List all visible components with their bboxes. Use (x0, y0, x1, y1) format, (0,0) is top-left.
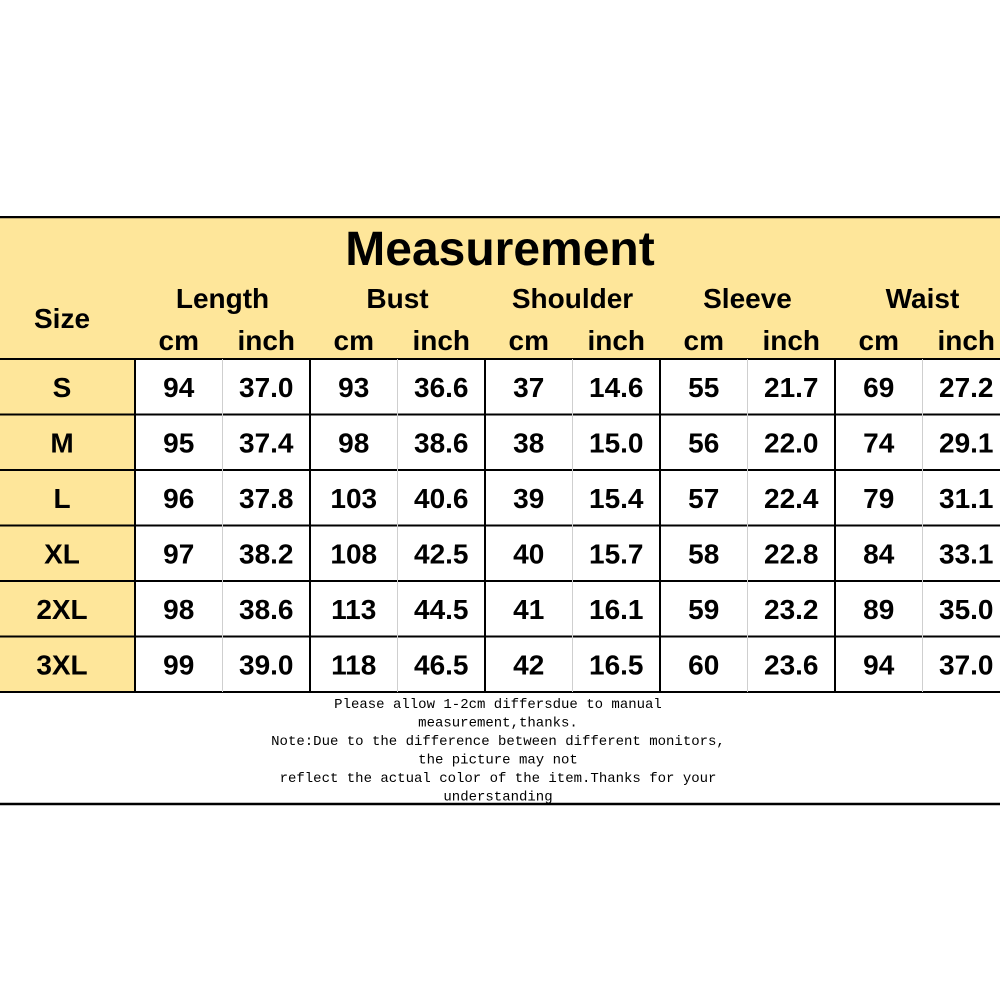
table-cell: 103 (330, 482, 378, 514)
note-line: Please allow 1-2cm differsdue to manual (334, 697, 662, 713)
table-cell: 37.0 (239, 371, 294, 403)
table-cell: 14.6 (589, 371, 644, 403)
size-cell: XL (44, 538, 80, 570)
table-cell: 55 (688, 371, 720, 403)
table-cell: 37.8 (239, 482, 294, 514)
note-line: understanding (443, 789, 553, 806)
table-cell: 37.4 (239, 427, 294, 459)
unit-header-label: inch (762, 325, 821, 356)
table-cell: 15.4 (589, 482, 644, 514)
table-cell: 35.0 (939, 593, 994, 625)
table-cell: 16.5 (589, 649, 644, 681)
table-cell: 69 (863, 371, 895, 403)
table-cell: 23.2 (764, 593, 819, 625)
table-cell: 39 (513, 482, 545, 514)
group-header-label: Shoulder (511, 283, 634, 314)
measurement-table (0, 216, 1000, 808)
unit-header-label: inch (412, 325, 471, 356)
table-cell: 15.7 (589, 538, 644, 570)
table-cell: 97 (163, 538, 195, 570)
table-cell: 37 (513, 371, 545, 403)
table-cell: 15.0 (589, 427, 644, 459)
table-cell: 95 (163, 427, 195, 459)
size-cell: 2XL (36, 593, 88, 625)
table-cell: 27.2 (939, 371, 994, 403)
size-column-header: Size (33, 303, 91, 334)
table-cell: 89 (863, 593, 895, 625)
table-cell: 57 (688, 482, 720, 514)
unit-header-label: inch (237, 325, 296, 356)
size-cell: S (52, 371, 72, 403)
table-cell: 40.6 (414, 482, 469, 514)
table-cell: 22.8 (764, 538, 819, 570)
group-header-label: Waist (885, 283, 960, 314)
table-cell: 22.4 (764, 482, 819, 514)
group-header-label: Bust (366, 283, 429, 314)
table-cell: 38.2 (239, 538, 294, 570)
table-cell: 94 (863, 649, 895, 681)
table-cell: 108 (330, 538, 378, 570)
unit-header-label: cm (333, 325, 374, 356)
table-cell: 96 (163, 482, 195, 514)
group-header-label: Length (175, 283, 270, 314)
table-cell: 79 (863, 482, 895, 514)
unit-header-label: cm (683, 325, 724, 356)
table-cell: 23.6 (764, 649, 819, 681)
table-cell: 93 (338, 371, 370, 403)
note-line: Note:Due to the difference between different monitors, (271, 734, 725, 750)
table-cell: 113 (331, 593, 377, 625)
table-cell: 94 (163, 371, 195, 403)
table-title: Measurement (345, 223, 655, 276)
table-cell: 98 (338, 427, 370, 459)
group-header-label: Sleeve (703, 283, 792, 314)
table-cell: 42.5 (414, 538, 469, 570)
unit-header-label: cm (508, 325, 549, 356)
table-cell: 22.0 (764, 427, 819, 459)
table-cell: 59 (688, 593, 720, 625)
table-cell: 41 (513, 593, 545, 625)
table-cell: 40 (513, 538, 545, 570)
size-cell: L (53, 482, 71, 514)
table-cell: 99 (163, 649, 195, 681)
table-cell: 16.1 (589, 593, 644, 625)
table-cell: 38.6 (239, 593, 294, 625)
unit-header-label: inch (587, 325, 646, 356)
table-cell: 46.5 (414, 649, 469, 681)
unit-header-label: cm (158, 325, 199, 356)
table-cell: 39.0 (239, 649, 294, 681)
table-cell: 38.6 (414, 427, 469, 459)
unit-header-label: inch (937, 325, 996, 356)
table-cell: 74 (863, 427, 895, 459)
table-cell: 37.0 (939, 649, 994, 681)
size-cell: 3XL (36, 649, 88, 681)
table-cell: 118 (331, 649, 377, 681)
table-cell: 21.7 (764, 371, 819, 403)
table-cell: 56 (688, 427, 720, 459)
size-cell: M (50, 427, 74, 459)
unit-header-label: cm (858, 325, 899, 356)
table-cell: 29.1 (939, 427, 994, 459)
table-cell: 33.1 (939, 538, 994, 570)
table-cell: 84 (863, 538, 895, 570)
table-cell: 98 (163, 593, 195, 625)
table-cell: 38 (513, 427, 545, 459)
table-cell: 36.6 (414, 371, 469, 403)
table-cell: 31.1 (939, 482, 994, 514)
note-line: reflect the actual color of the item.Thanks for your (279, 771, 717, 787)
table-cell: 58 (688, 538, 720, 570)
note-line: measurement,thanks. (418, 715, 578, 732)
note-line: the picture may not (418, 752, 578, 769)
table-cell: 42 (513, 649, 545, 681)
table-cell: 60 (688, 649, 720, 681)
table-cell: 44.5 (414, 593, 469, 625)
